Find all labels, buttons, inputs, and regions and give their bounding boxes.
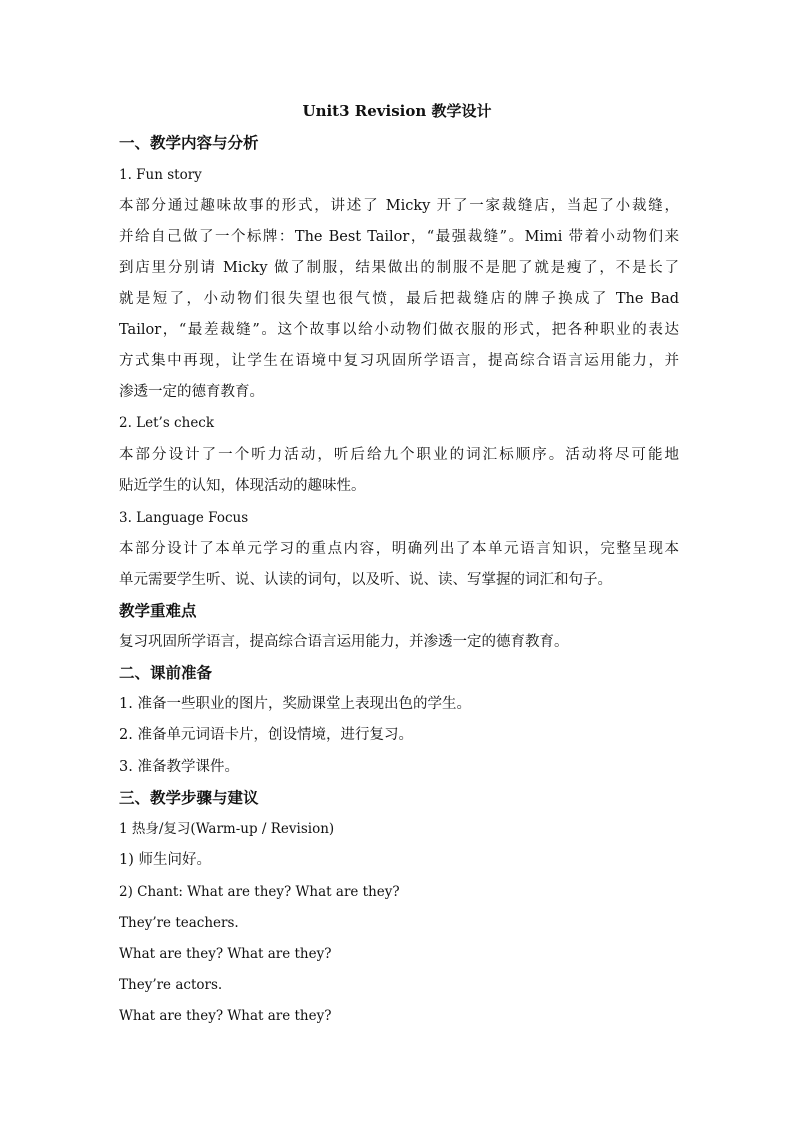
paragraph-line: 贴近学生的认知，体现活动的趣味性。 xyxy=(119,478,366,494)
section-heading-key-points: 教学重难点 xyxy=(119,601,197,620)
step-line: 1) 师生问好。 xyxy=(119,852,211,868)
paragraph-line: 渗透一定的德育教育。 xyxy=(119,384,264,400)
paragraph-line: 本部分设计了本单元学习的重点内容，明确列出了本单元语言知识，完整呈现本 xyxy=(119,541,679,557)
chant-line: What are they? What are they? xyxy=(119,1008,332,1024)
paragraph-line: Tailor，“最差裁缝”。这个故事以给小动物们做衣服的形式，把各种职业的表达 xyxy=(119,322,679,338)
step-line: 1 热身/复习(Warm-up / Revision) xyxy=(119,821,335,837)
section-heading-teaching-steps: 三、教学步骤与建议 xyxy=(119,788,259,807)
subsection-fun-story: 1. Fun story xyxy=(119,167,202,183)
paragraph-line: 本部分通过趣味故事的形式，讲述了 Micky 开了一家裁缝店，当起了小裁缝， xyxy=(119,198,679,214)
paragraph-line: 并给自己做了一个标牌：The Best Tailor，“最强裁缝”。Mimi 带着小动物们来 xyxy=(119,229,679,245)
subsection-lets-check: 2. Let’s check xyxy=(119,415,215,431)
chant-line: They’re actors. xyxy=(119,977,223,993)
document-title: Unit3 Revision 教学设计 xyxy=(302,102,492,120)
section-heading-content-analysis: 一、教学内容与分析 xyxy=(119,133,259,152)
chant-line: What are they? What are they? xyxy=(119,946,332,962)
paragraph-line: 复习巩固所学语言，提高综合语言运用能力，并渗透一定的德育教育。 xyxy=(119,634,569,650)
paragraph-line: 到店里分别请 Micky 做了制服，结果做出的制服不是肥了就是瘦了，不是长了 xyxy=(119,260,679,276)
chant-line: They’re teachers. xyxy=(119,915,239,931)
paragraph-line: 单元需要学生听、说、认读的词句，以及听、说、读、写掌握的词汇和句子。 xyxy=(119,572,612,588)
section-heading-preparation: 二、课前准备 xyxy=(119,663,213,682)
chant-line: 2) Chant: What are they? What are they? xyxy=(119,884,400,900)
list-item: 2. 准备单元词语卡片，创设情境，进行复习。 xyxy=(119,727,413,743)
paragraph-line: 方式集中再现，让学生在语境中复习巩固所学语言，提高综合语言运用能力，并 xyxy=(119,353,679,369)
paragraph-line: 本部分设计了一个听力活动，听后给九个职业的词汇标顺序。活动将尽可能地 xyxy=(119,447,679,463)
paragraph-line: 就是短了，小动物们很失望也很气愤，最后把裁缝店的牌子换成了 The Bad xyxy=(119,291,679,307)
list-item: 1. 准备一些职业的图片，奖励课堂上表现出色的学生。 xyxy=(119,696,471,712)
subsection-language-focus: 3. Language Focus xyxy=(119,510,249,526)
list-item: 3. 准备教学课件。 xyxy=(119,759,239,775)
